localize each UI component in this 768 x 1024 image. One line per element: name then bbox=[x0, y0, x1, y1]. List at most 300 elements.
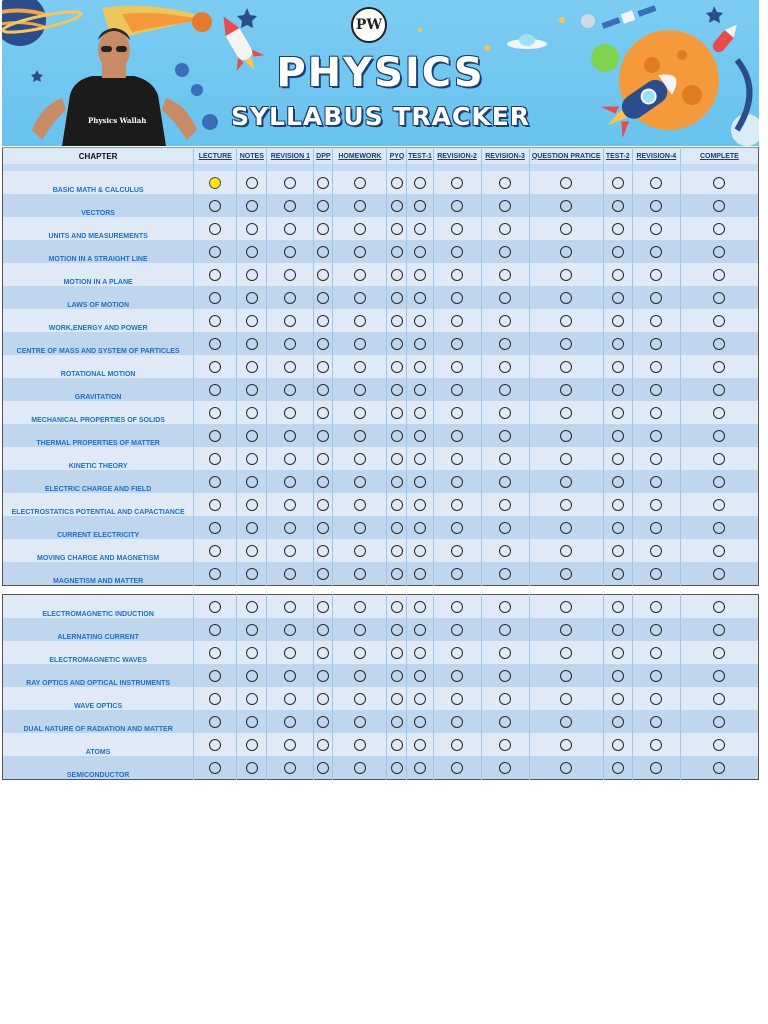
checkbox-homework[interactable] bbox=[354, 624, 366, 636]
checkbox-revision-4[interactable] bbox=[650, 177, 662, 189]
checkbox-question-pratice[interactable] bbox=[560, 384, 572, 396]
checkbox-question-pratice[interactable] bbox=[560, 647, 572, 659]
checkbox-notes[interactable] bbox=[246, 315, 258, 327]
checkbox-question-pratice[interactable] bbox=[560, 223, 572, 235]
checkbox-pyq[interactable] bbox=[391, 670, 403, 682]
checkbox-lecture[interactable] bbox=[209, 430, 221, 442]
checkbox-dpp[interactable] bbox=[317, 762, 329, 774]
checkbox-notes[interactable] bbox=[246, 269, 258, 281]
checkbox-complete[interactable] bbox=[713, 200, 725, 212]
checkbox-lecture[interactable] bbox=[209, 476, 221, 488]
checkbox-test-1[interactable] bbox=[414, 200, 426, 212]
checkbox-dpp[interactable] bbox=[317, 200, 329, 212]
checkbox-test-2[interactable] bbox=[612, 522, 624, 534]
checkbox-question-pratice[interactable] bbox=[560, 716, 572, 728]
checkbox-complete[interactable] bbox=[713, 739, 725, 751]
checkbox-homework[interactable] bbox=[354, 716, 366, 728]
checkbox-revision-4[interactable] bbox=[650, 568, 662, 580]
checkbox-question-pratice[interactable] bbox=[560, 177, 572, 189]
checkbox-test-2[interactable] bbox=[612, 292, 624, 304]
checkbox-revision-3[interactable] bbox=[499, 568, 511, 580]
checkbox-pyq[interactable] bbox=[391, 545, 403, 557]
checkbox-homework[interactable] bbox=[354, 246, 366, 258]
checkbox-test-1[interactable] bbox=[414, 223, 426, 235]
checkbox-test-1[interactable] bbox=[414, 338, 426, 350]
checkbox-revision-1[interactable] bbox=[284, 522, 296, 534]
checkbox-complete[interactable] bbox=[713, 476, 725, 488]
checkbox-pyq[interactable] bbox=[391, 407, 403, 419]
checkbox-revision-1[interactable] bbox=[284, 361, 296, 373]
checkbox-revision-1[interactable] bbox=[284, 292, 296, 304]
checkbox-test-1[interactable] bbox=[414, 361, 426, 373]
checkbox-homework[interactable] bbox=[354, 693, 366, 705]
checkbox-revision-2[interactable] bbox=[451, 624, 463, 636]
checkbox-notes[interactable] bbox=[246, 762, 258, 774]
checkbox-revision-2[interactable] bbox=[451, 269, 463, 281]
checkbox-question-pratice[interactable] bbox=[560, 739, 572, 751]
checkbox-revision-4[interactable] bbox=[650, 476, 662, 488]
checkbox-revision-1[interactable] bbox=[284, 601, 296, 613]
checkbox-test-1[interactable] bbox=[414, 601, 426, 613]
checkbox-homework[interactable] bbox=[354, 762, 366, 774]
checkbox-test-2[interactable] bbox=[612, 670, 624, 682]
checkbox-revision-3[interactable] bbox=[499, 246, 511, 258]
checkbox-revision-2[interactable] bbox=[451, 568, 463, 580]
checkbox-test-1[interactable] bbox=[414, 624, 426, 636]
checkbox-test-2[interactable] bbox=[612, 315, 624, 327]
checkbox-lecture[interactable] bbox=[209, 269, 221, 281]
checkbox-dpp[interactable] bbox=[317, 739, 329, 751]
checkbox-question-pratice[interactable] bbox=[560, 568, 572, 580]
checkbox-homework[interactable] bbox=[354, 670, 366, 682]
checkbox-test-2[interactable] bbox=[612, 246, 624, 258]
checkbox-revision-3[interactable] bbox=[499, 716, 511, 728]
checkbox-test-2[interactable] bbox=[612, 739, 624, 751]
checkbox-test-2[interactable] bbox=[612, 647, 624, 659]
checkbox-notes[interactable] bbox=[246, 601, 258, 613]
checkbox-revision-2[interactable] bbox=[451, 223, 463, 235]
checkbox-revision-4[interactable] bbox=[650, 739, 662, 751]
checkbox-question-pratice[interactable] bbox=[560, 670, 572, 682]
checkbox-test-2[interactable] bbox=[612, 601, 624, 613]
checkbox-dpp[interactable] bbox=[317, 315, 329, 327]
checkbox-revision-2[interactable] bbox=[451, 246, 463, 258]
checkbox-lecture[interactable] bbox=[209, 499, 221, 511]
checkbox-revision-1[interactable] bbox=[284, 453, 296, 465]
checkbox-lecture[interactable] bbox=[209, 670, 221, 682]
checkbox-revision-3[interactable] bbox=[499, 269, 511, 281]
checkbox-pyq[interactable] bbox=[391, 716, 403, 728]
checkbox-revision-4[interactable] bbox=[650, 338, 662, 350]
checkbox-complete[interactable] bbox=[713, 716, 725, 728]
checkbox-revision-2[interactable] bbox=[451, 430, 463, 442]
checkbox-complete[interactable] bbox=[713, 453, 725, 465]
checkbox-question-pratice[interactable] bbox=[560, 499, 572, 511]
checkbox-notes[interactable] bbox=[246, 361, 258, 373]
checkbox-pyq[interactable] bbox=[391, 361, 403, 373]
checkbox-pyq[interactable] bbox=[391, 177, 403, 189]
checkbox-lecture[interactable] bbox=[209, 246, 221, 258]
checkbox-complete[interactable] bbox=[713, 223, 725, 235]
checkbox-test-1[interactable] bbox=[414, 476, 426, 488]
checkbox-revision-4[interactable] bbox=[650, 522, 662, 534]
checkbox-test-1[interactable] bbox=[414, 384, 426, 396]
checkbox-revision-2[interactable] bbox=[451, 762, 463, 774]
checkbox-revision-2[interactable] bbox=[451, 476, 463, 488]
checkbox-lecture[interactable] bbox=[209, 200, 221, 212]
checkbox-homework[interactable] bbox=[354, 292, 366, 304]
checkbox-lecture[interactable] bbox=[209, 739, 221, 751]
checkbox-revision-1[interactable] bbox=[284, 269, 296, 281]
checkbox-question-pratice[interactable] bbox=[560, 453, 572, 465]
checkbox-notes[interactable] bbox=[246, 545, 258, 557]
checkbox-complete[interactable] bbox=[713, 624, 725, 636]
checkbox-revision-4[interactable] bbox=[650, 223, 662, 235]
checkbox-homework[interactable] bbox=[354, 568, 366, 580]
checkbox-test-2[interactable] bbox=[612, 361, 624, 373]
checkbox-revision-2[interactable] bbox=[451, 200, 463, 212]
checkbox-test-2[interactable] bbox=[612, 476, 624, 488]
checkbox-homework[interactable] bbox=[354, 407, 366, 419]
checkbox-complete[interactable] bbox=[713, 361, 725, 373]
checkbox-dpp[interactable] bbox=[317, 246, 329, 258]
checkbox-dpp[interactable] bbox=[317, 545, 329, 557]
checkbox-revision-1[interactable] bbox=[284, 568, 296, 580]
checkbox-revision-2[interactable] bbox=[451, 361, 463, 373]
checkbox-notes[interactable] bbox=[246, 568, 258, 580]
checkbox-test-2[interactable] bbox=[612, 407, 624, 419]
checkbox-test-2[interactable] bbox=[612, 762, 624, 774]
checkbox-homework[interactable] bbox=[354, 361, 366, 373]
checkbox-homework[interactable] bbox=[354, 601, 366, 613]
checkbox-revision-3[interactable] bbox=[499, 522, 511, 534]
checkbox-revision-3[interactable] bbox=[499, 407, 511, 419]
checkbox-revision-3[interactable] bbox=[499, 177, 511, 189]
checkbox-revision-2[interactable] bbox=[451, 647, 463, 659]
checkbox-question-pratice[interactable] bbox=[560, 246, 572, 258]
checkbox-revision-1[interactable] bbox=[284, 246, 296, 258]
checkbox-dpp[interactable] bbox=[317, 453, 329, 465]
checkbox-complete[interactable] bbox=[713, 177, 725, 189]
checkbox-homework[interactable] bbox=[354, 200, 366, 212]
checkbox-lecture[interactable] bbox=[209, 762, 221, 774]
checkbox-revision-3[interactable] bbox=[499, 499, 511, 511]
checkbox-complete[interactable] bbox=[713, 545, 725, 557]
checkbox-test-2[interactable] bbox=[612, 716, 624, 728]
checkbox-revision-4[interactable] bbox=[650, 670, 662, 682]
checkbox-revision-2[interactable] bbox=[451, 384, 463, 396]
checkbox-complete[interactable] bbox=[713, 246, 725, 258]
checkbox-notes[interactable] bbox=[246, 177, 258, 189]
checkbox-test-1[interactable] bbox=[414, 739, 426, 751]
checkbox-pyq[interactable] bbox=[391, 338, 403, 350]
checkbox-dpp[interactable] bbox=[317, 499, 329, 511]
checkbox-lecture[interactable] bbox=[209, 693, 221, 705]
checkbox-complete[interactable] bbox=[713, 568, 725, 580]
checkbox-notes[interactable] bbox=[246, 200, 258, 212]
checkbox-notes[interactable] bbox=[246, 624, 258, 636]
checkbox-test-2[interactable] bbox=[612, 624, 624, 636]
checkbox-test-1[interactable] bbox=[414, 499, 426, 511]
checkbox-revision-1[interactable] bbox=[284, 223, 296, 235]
checkbox-test-1[interactable] bbox=[414, 716, 426, 728]
checkbox-pyq[interactable] bbox=[391, 246, 403, 258]
checkbox-revision-4[interactable] bbox=[650, 716, 662, 728]
checkbox-dpp[interactable] bbox=[317, 384, 329, 396]
checkbox-revision-3[interactable] bbox=[499, 739, 511, 751]
checkbox-revision-3[interactable] bbox=[499, 315, 511, 327]
checkbox-revision-3[interactable] bbox=[499, 476, 511, 488]
checkbox-test-2[interactable] bbox=[612, 177, 624, 189]
checkbox-revision-4[interactable] bbox=[650, 361, 662, 373]
checkbox-revision-1[interactable] bbox=[284, 200, 296, 212]
checkbox-homework[interactable] bbox=[354, 430, 366, 442]
checkbox-revision-1[interactable] bbox=[284, 476, 296, 488]
checkbox-question-pratice[interactable] bbox=[560, 407, 572, 419]
checkbox-notes[interactable] bbox=[246, 407, 258, 419]
checkbox-revision-4[interactable] bbox=[650, 384, 662, 396]
checkbox-revision-4[interactable] bbox=[650, 647, 662, 659]
checkbox-revision-3[interactable] bbox=[499, 223, 511, 235]
checkbox-test-1[interactable] bbox=[414, 177, 426, 189]
checkbox-homework[interactable] bbox=[354, 223, 366, 235]
checkbox-revision-2[interactable] bbox=[451, 670, 463, 682]
checkbox-pyq[interactable] bbox=[391, 292, 403, 304]
checkbox-revision-4[interactable] bbox=[650, 693, 662, 705]
checkbox-revision-1[interactable] bbox=[284, 624, 296, 636]
checkbox-complete[interactable] bbox=[713, 499, 725, 511]
checkbox-question-pratice[interactable] bbox=[560, 545, 572, 557]
checkbox-revision-1[interactable] bbox=[284, 177, 296, 189]
checkbox-pyq[interactable] bbox=[391, 522, 403, 534]
checkbox-question-pratice[interactable] bbox=[560, 522, 572, 534]
checkbox-lecture[interactable] bbox=[209, 223, 221, 235]
checkbox-revision-4[interactable] bbox=[650, 430, 662, 442]
checkbox-notes[interactable] bbox=[246, 739, 258, 751]
checkbox-lecture[interactable] bbox=[209, 453, 221, 465]
checkbox-question-pratice[interactable] bbox=[560, 292, 572, 304]
checkbox-dpp[interactable] bbox=[317, 223, 329, 235]
checkbox-question-pratice[interactable] bbox=[560, 430, 572, 442]
checkbox-test-2[interactable] bbox=[612, 545, 624, 557]
checkbox-lecture[interactable] bbox=[209, 177, 221, 189]
checkbox-dpp[interactable] bbox=[317, 407, 329, 419]
checkbox-complete[interactable] bbox=[713, 338, 725, 350]
checkbox-pyq[interactable] bbox=[391, 624, 403, 636]
checkbox-revision-4[interactable] bbox=[650, 200, 662, 212]
checkbox-pyq[interactable] bbox=[391, 269, 403, 281]
checkbox-revision-4[interactable] bbox=[650, 246, 662, 258]
checkbox-dpp[interactable] bbox=[317, 476, 329, 488]
checkbox-revision-4[interactable] bbox=[650, 762, 662, 774]
checkbox-test-1[interactable] bbox=[414, 430, 426, 442]
checkbox-dpp[interactable] bbox=[317, 430, 329, 442]
checkbox-lecture[interactable] bbox=[209, 315, 221, 327]
checkbox-notes[interactable] bbox=[246, 453, 258, 465]
checkbox-test-2[interactable] bbox=[612, 693, 624, 705]
checkbox-revision-3[interactable] bbox=[499, 624, 511, 636]
checkbox-revision-2[interactable] bbox=[451, 407, 463, 419]
checkbox-test-1[interactable] bbox=[414, 269, 426, 281]
checkbox-revision-2[interactable] bbox=[451, 292, 463, 304]
checkbox-complete[interactable] bbox=[713, 269, 725, 281]
checkbox-test-1[interactable] bbox=[414, 246, 426, 258]
checkbox-test-1[interactable] bbox=[414, 315, 426, 327]
checkbox-notes[interactable] bbox=[246, 716, 258, 728]
checkbox-complete[interactable] bbox=[713, 292, 725, 304]
checkbox-dpp[interactable] bbox=[317, 601, 329, 613]
checkbox-homework[interactable] bbox=[354, 384, 366, 396]
checkbox-lecture[interactable] bbox=[209, 338, 221, 350]
checkbox-lecture[interactable] bbox=[209, 407, 221, 419]
checkbox-pyq[interactable] bbox=[391, 601, 403, 613]
checkbox-revision-1[interactable] bbox=[284, 670, 296, 682]
checkbox-dpp[interactable] bbox=[317, 568, 329, 580]
checkbox-revision-4[interactable] bbox=[650, 499, 662, 511]
checkbox-question-pratice[interactable] bbox=[560, 338, 572, 350]
checkbox-notes[interactable] bbox=[246, 647, 258, 659]
checkbox-test-2[interactable] bbox=[612, 384, 624, 396]
checkbox-test-2[interactable] bbox=[612, 568, 624, 580]
checkbox-dpp[interactable] bbox=[317, 716, 329, 728]
checkbox-revision-3[interactable] bbox=[499, 545, 511, 557]
checkbox-notes[interactable] bbox=[246, 476, 258, 488]
checkbox-pyq[interactable] bbox=[391, 499, 403, 511]
checkbox-dpp[interactable] bbox=[317, 522, 329, 534]
checkbox-homework[interactable] bbox=[354, 739, 366, 751]
checkbox-revision-4[interactable] bbox=[650, 407, 662, 419]
checkbox-test-1[interactable] bbox=[414, 670, 426, 682]
checkbox-test-1[interactable] bbox=[414, 762, 426, 774]
checkbox-revision-2[interactable] bbox=[451, 453, 463, 465]
checkbox-test-2[interactable] bbox=[612, 430, 624, 442]
checkbox-notes[interactable] bbox=[246, 246, 258, 258]
checkbox-notes[interactable] bbox=[246, 292, 258, 304]
checkbox-dpp[interactable] bbox=[317, 624, 329, 636]
checkbox-revision-3[interactable] bbox=[499, 361, 511, 373]
checkbox-homework[interactable] bbox=[354, 476, 366, 488]
checkbox-notes[interactable] bbox=[246, 522, 258, 534]
checkbox-homework[interactable] bbox=[354, 545, 366, 557]
checkbox-test-1[interactable] bbox=[414, 545, 426, 557]
checkbox-revision-4[interactable] bbox=[650, 601, 662, 613]
checkbox-homework[interactable] bbox=[354, 315, 366, 327]
checkbox-revision-3[interactable] bbox=[499, 292, 511, 304]
checkbox-complete[interactable] bbox=[713, 670, 725, 682]
checkbox-notes[interactable] bbox=[246, 670, 258, 682]
checkbox-pyq[interactable] bbox=[391, 693, 403, 705]
checkbox-test-2[interactable] bbox=[612, 200, 624, 212]
checkbox-lecture[interactable] bbox=[209, 384, 221, 396]
checkbox-revision-2[interactable] bbox=[451, 545, 463, 557]
checkbox-homework[interactable] bbox=[354, 522, 366, 534]
checkbox-revision-3[interactable] bbox=[499, 647, 511, 659]
checkbox-revision-2[interactable] bbox=[451, 739, 463, 751]
checkbox-test-1[interactable] bbox=[414, 292, 426, 304]
checkbox-test-1[interactable] bbox=[414, 453, 426, 465]
checkbox-revision-3[interactable] bbox=[499, 200, 511, 212]
checkbox-test-2[interactable] bbox=[612, 338, 624, 350]
checkbox-complete[interactable] bbox=[713, 315, 725, 327]
checkbox-pyq[interactable] bbox=[391, 568, 403, 580]
checkbox-complete[interactable] bbox=[713, 601, 725, 613]
checkbox-pyq[interactable] bbox=[391, 430, 403, 442]
checkbox-notes[interactable] bbox=[246, 338, 258, 350]
checkbox-question-pratice[interactable] bbox=[560, 315, 572, 327]
checkbox-lecture[interactable] bbox=[209, 292, 221, 304]
checkbox-revision-3[interactable] bbox=[499, 670, 511, 682]
checkbox-test-1[interactable] bbox=[414, 647, 426, 659]
checkbox-pyq[interactable] bbox=[391, 453, 403, 465]
checkbox-homework[interactable] bbox=[354, 453, 366, 465]
checkbox-notes[interactable] bbox=[246, 384, 258, 396]
checkbox-pyq[interactable] bbox=[391, 739, 403, 751]
checkbox-homework[interactable] bbox=[354, 499, 366, 511]
checkbox-revision-3[interactable] bbox=[499, 693, 511, 705]
checkbox-test-1[interactable] bbox=[414, 693, 426, 705]
checkbox-revision-2[interactable] bbox=[451, 693, 463, 705]
checkbox-question-pratice[interactable] bbox=[560, 476, 572, 488]
checkbox-complete[interactable] bbox=[713, 693, 725, 705]
checkbox-test-1[interactable] bbox=[414, 407, 426, 419]
checkbox-lecture[interactable] bbox=[209, 568, 221, 580]
checkbox-revision-3[interactable] bbox=[499, 762, 511, 774]
checkbox-revision-4[interactable] bbox=[650, 315, 662, 327]
checkbox-revision-3[interactable] bbox=[499, 384, 511, 396]
checkbox-revision-1[interactable] bbox=[284, 384, 296, 396]
checkbox-pyq[interactable] bbox=[391, 200, 403, 212]
checkbox-lecture[interactable] bbox=[209, 361, 221, 373]
checkbox-complete[interactable] bbox=[713, 522, 725, 534]
checkbox-complete[interactable] bbox=[713, 384, 725, 396]
checkbox-lecture[interactable] bbox=[209, 624, 221, 636]
checkbox-homework[interactable] bbox=[354, 647, 366, 659]
checkbox-dpp[interactable] bbox=[317, 647, 329, 659]
checkbox-lecture[interactable] bbox=[209, 545, 221, 557]
checkbox-pyq[interactable] bbox=[391, 384, 403, 396]
checkbox-test-2[interactable] bbox=[612, 453, 624, 465]
checkbox-test-1[interactable] bbox=[414, 522, 426, 534]
checkbox-revision-3[interactable] bbox=[499, 430, 511, 442]
checkbox-dpp[interactable] bbox=[317, 269, 329, 281]
checkbox-question-pratice[interactable] bbox=[560, 624, 572, 636]
checkbox-revision-4[interactable] bbox=[650, 453, 662, 465]
checkbox-test-1[interactable] bbox=[414, 568, 426, 580]
checkbox-homework[interactable] bbox=[354, 177, 366, 189]
checkbox-revision-1[interactable] bbox=[284, 545, 296, 557]
checkbox-lecture[interactable] bbox=[209, 716, 221, 728]
checkbox-notes[interactable] bbox=[246, 223, 258, 235]
checkbox-complete[interactable] bbox=[713, 430, 725, 442]
checkbox-notes[interactable] bbox=[246, 430, 258, 442]
checkbox-pyq[interactable] bbox=[391, 647, 403, 659]
checkbox-pyq[interactable] bbox=[391, 315, 403, 327]
checkbox-revision-4[interactable] bbox=[650, 292, 662, 304]
checkbox-lecture[interactable] bbox=[209, 522, 221, 534]
checkbox-test-2[interactable] bbox=[612, 223, 624, 235]
checkbox-revision-4[interactable] bbox=[650, 545, 662, 557]
checkbox-question-pratice[interactable] bbox=[560, 200, 572, 212]
checkbox-complete[interactable] bbox=[713, 762, 725, 774]
checkbox-dpp[interactable] bbox=[317, 670, 329, 682]
checkbox-pyq[interactable] bbox=[391, 762, 403, 774]
checkbox-test-2[interactable] bbox=[612, 499, 624, 511]
checkbox-revision-1[interactable] bbox=[284, 315, 296, 327]
checkbox-revision-1[interactable] bbox=[284, 693, 296, 705]
checkbox-dpp[interactable] bbox=[317, 693, 329, 705]
checkbox-revision-1[interactable] bbox=[284, 762, 296, 774]
checkbox-question-pratice[interactable] bbox=[560, 693, 572, 705]
